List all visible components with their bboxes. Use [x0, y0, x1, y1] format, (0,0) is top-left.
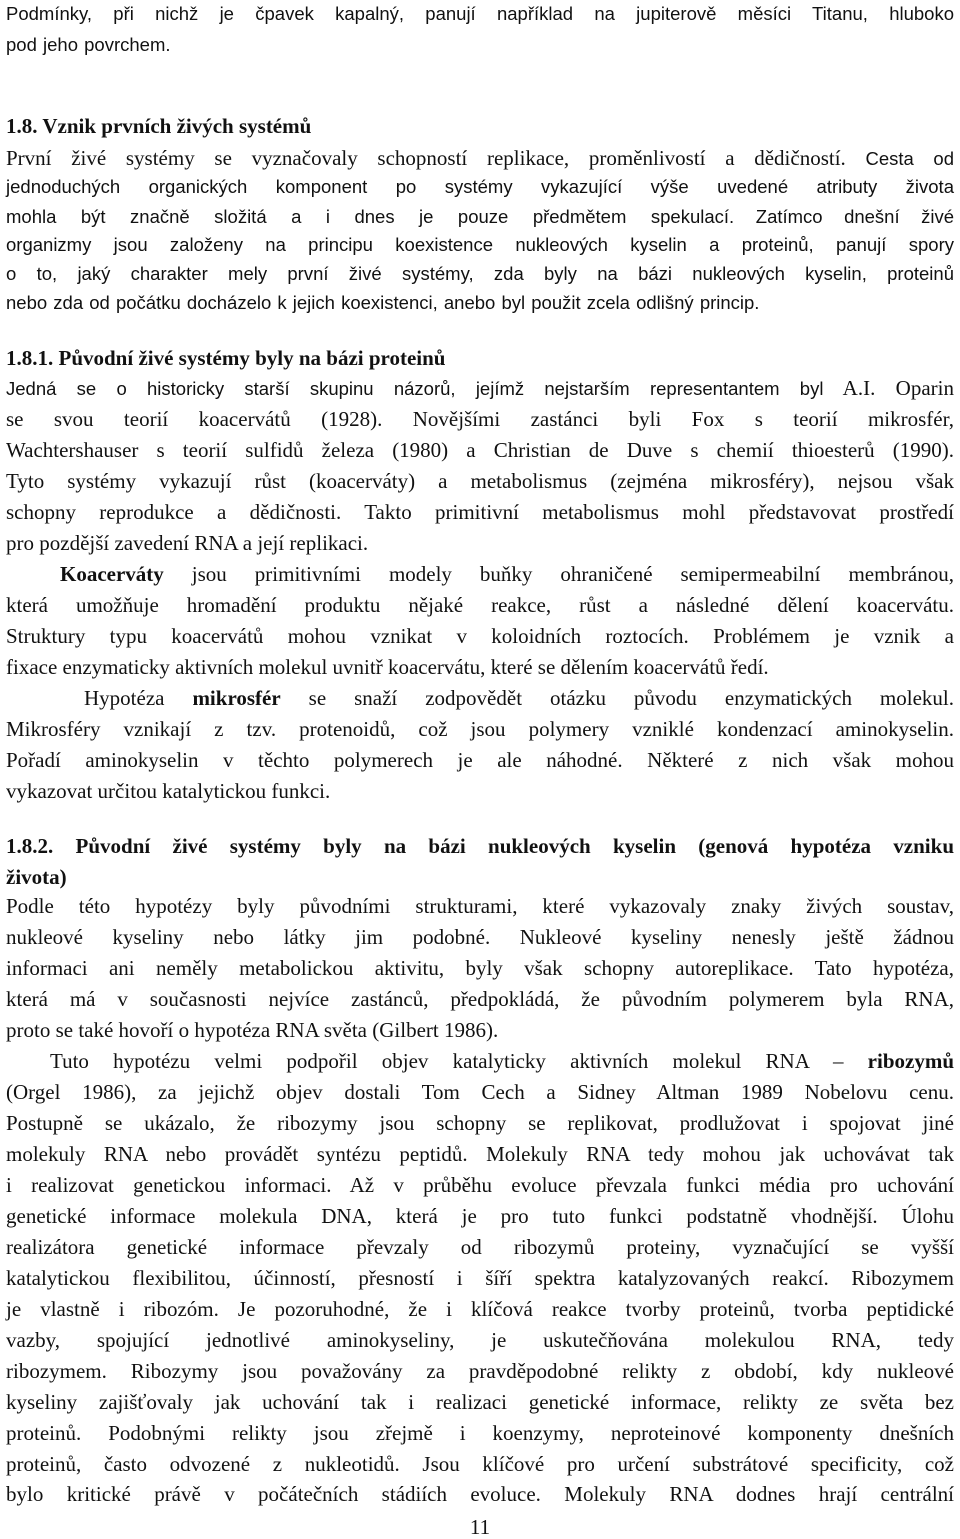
section-heading-text: 1.8. Vznik prvních živých systémů [6, 114, 312, 138]
paragraph-line: (Orgel 1986), za jejichž objev dostali Tom Cech a Sidney Altman 1989 Nobelovu cenu. [6, 1080, 954, 1104]
paragraph-line [6, 407, 954, 431]
paragraph-line: Mikrosféry vznikají z tzv. protenoidů, což jsou polymery vzniklé kondenzací aminokyselin. [6, 717, 954, 741]
paragraph-line [6, 1421, 954, 1445]
text-run: Tuto hypotézu velmi podpořil objev katalyticky aktivních molekul RNA – [50, 1049, 844, 1073]
section-heading [6, 114, 954, 138]
page-number: 11 [469, 1515, 491, 1539]
text-run: Zatímco dnešní živé [755, 206, 954, 227]
text-run: Ribozymem [851, 1266, 954, 1290]
text-run: se snaží zodpovědět otázku původu enzymatických molekul. [308, 686, 955, 710]
text-run: Podobnými relikty jsou zřejmě i koenzymy, neproteinové komponenty dnešních [108, 1421, 954, 1445]
paragraph-line [6, 1482, 954, 1506]
text-run: katalytickou flexibilitou, účinností, přesností i šíří spektra katalyzovaných reakcí. [6, 1266, 829, 1290]
paragraph-line: vazby, spojující jednotlivé aminokyseliny, je uskutečňována molekulou RNA, tedy [6, 1328, 954, 1352]
text-run: Hypotéza [84, 686, 165, 710]
paragraph-line: nebo zda od počátku docházelo k jejich koexistenci, anebo byl použit zcela odlišný princip. [6, 292, 760, 313]
term-mikrosfer: mikrosfér [192, 686, 281, 710]
text-run: Molekuly RNA dodnes hrají centrální [564, 1482, 955, 1506]
text-run: Je pozoruhodné, že i klíčová reakce tvorby proteinů, tvorba peptidické [237, 1297, 954, 1321]
paragraph-line: organizmy jsou založeny na principu koexistence nukleových kyselin a proteinů, panují spory [6, 234, 954, 255]
text-run: Pořadí aminokyselin v těchto polymerech je ale náhodné. [6, 748, 623, 772]
text-run: proteinů. [6, 1421, 82, 1445]
paragraph-line [50, 1049, 954, 1073]
text-run: proteinů, často odvozené z nukleotidů. [6, 1452, 400, 1476]
text-run: Cesta od [865, 148, 954, 169]
intro-line: Podmínky, při nichž je čpavek kapalný, panují například na jupiterově měsíci Titanu, hluboko [6, 3, 954, 24]
paragraph-line [6, 376, 954, 400]
text-run: Až v průběhu evoluce převzala funkci média pro uchování [349, 1173, 954, 1197]
paragraph-line: která umožňuje hromadění produktu nějaké reakce, růst a následné dělení koacervátu. [6, 593, 954, 617]
paragraph-line: proto se také hovoří o hypotéza RNA světa (Gilbert 1986). [6, 1018, 499, 1042]
text-run: První živé systémy se vyznačovaly schopností replikace, proměnlivostí a dědičností. [6, 146, 846, 170]
paragraph-line [60, 562, 954, 586]
paragraph-line [6, 748, 954, 772]
term-ribozymu: ribozymů [867, 1049, 954, 1073]
paragraph-line: jednoduchých organických komponent po systémy vykazující výše uvedené atributy života [6, 176, 954, 197]
paragraph-line: o to, jaký charakter mely první živé systémy, zda byly na bázi nukleových kyselin, proteinů [6, 263, 954, 284]
text-run: Některé z nich však mohou [647, 748, 955, 772]
text-run: Struktury typu koacervátů mohou vznikat v koloidních roztocích. [6, 624, 689, 648]
paragraph-line [6, 925, 954, 949]
text-run: Takto primitivní metabolismus mohl představovat prostředí [364, 500, 954, 524]
paragraph-line [6, 204, 954, 228]
text-run: informaci ani neměly metabolickou aktivitu, byly však schopny autoreplikace. [6, 956, 794, 980]
paragraph-line [6, 1297, 954, 1321]
term-koacervaty: Koacerváty [60, 562, 164, 586]
text-run: schopny reprodukce a dědičnosti. [6, 500, 342, 524]
text-run: ribozymem. [6, 1359, 107, 1383]
text-run: Ribozymy jsou považovány za pravděpodobné relikty z období, kdy nukleové [130, 1359, 955, 1383]
paragraph-line [6, 146, 954, 170]
paragraph-line [6, 1142, 954, 1166]
paragraph-line [6, 624, 954, 648]
paragraph-line [6, 1173, 954, 1197]
paragraph-line [6, 1452, 954, 1476]
text-run: je vlastně i ribozóm. [6, 1297, 219, 1321]
paragraph-line [6, 1359, 954, 1383]
paragraph-line: Tyto systémy vykazují růst (koacerváty) a metabolismus (zejména mikrosféry), nejsou však [6, 469, 954, 493]
text-run: i realizovat genetickou informaci. [6, 1173, 332, 1197]
text-run: mohla být značně složitá a i dnes je pouze předmětem spekulací. [6, 206, 735, 227]
text-run: se svou teorií koacervátů (1928). [6, 407, 383, 431]
paragraph-line: genetické informace molekula DNA, která je pro tuto funkci podstatně vhodnější. Úlohu [6, 1204, 954, 1228]
text-run: Nukleové kyseliny nenesly ještě žádnou [519, 925, 954, 949]
text-run: bylo kritické právě v počátečních stádiích evoluce. [6, 1482, 541, 1506]
paragraph-line: pro pozdější zavedení RNA a její replikaci. [6, 531, 369, 555]
intro-line: pod jeho povrchem. [6, 34, 171, 55]
paragraph-line [6, 1266, 954, 1290]
text-run: jsou primitivními modely buňky ohraničené semipermeabilní membránou, [191, 562, 955, 586]
paragraph-line: Wachtershauser s teorií sulfidů železa (1980) a Christian de Duve s chemií thioesterů (1990). [6, 438, 954, 462]
text-run: nukleové kyseliny nebo látky jim podobné. [6, 925, 491, 949]
subsection-heading-text: 1.8.2. Původní živé systémy byly na bázi nukleových kyselin (genová hypotéza vzniku [6, 834, 954, 858]
text-run: Tato hypotéza, [814, 956, 954, 980]
text-run: A.I. Oparin [842, 376, 954, 400]
paragraph-line [6, 500, 954, 524]
text-run: Jsou klíčové pro určení substrátové specificity, což [422, 1452, 954, 1476]
paragraph-line: realizátora genetické informace převzaly od ribozymů proteiny, vyznačující se vyšší [6, 1235, 954, 1259]
subsection-heading [6, 865, 954, 889]
paragraph-line: která má v současnosti nejvíce zastánců, předpokládá, že původním polymerem byla RNA, [6, 987, 954, 1011]
text-run: Novějšími zastánci byli Fox s teorií mikrosfér, [412, 407, 955, 431]
text-run: Jedná se o historicky starší skupinu názorů, jejímž nejstarším representantem byl [6, 378, 824, 399]
subsection-heading-text: 1.8.1. Původní živé systémy byly na bázi proteinů [6, 346, 446, 370]
paragraph-line [84, 686, 954, 710]
text-run: Problémem je vznik a [713, 624, 955, 648]
paragraph-line: vykazovat určitou katalytickou funkci. [6, 779, 331, 803]
subsection-heading-text: života) [6, 865, 67, 889]
paragraph-line: Podle této hypotézy byly původními strukturami, které vykazovaly znaky živých soustav, [6, 894, 954, 918]
text-run: Molekuly RNA tedy mohou jak uchovávat tak [486, 1142, 954, 1166]
paragraph-line: fixace enzymaticky aktivních molekul uvnitř koacervátu, které se dělením koacervátů ředí. [6, 655, 769, 679]
text-run: molekuly RNA nebo provádět syntézu peptidů. [6, 1142, 468, 1166]
paragraph-line [6, 956, 954, 980]
paragraph-line: Postupně se ukázalo, že ribozymy jsou schopny se replikovat, prodlužovat i spojovat jiné [6, 1111, 954, 1135]
subsection-heading [6, 834, 954, 858]
paragraph-line: kyseliny zajišťovaly jak uchování tak i realizaci genetické informace, relikty ze světa bez [6, 1390, 954, 1414]
subsection-heading [6, 346, 954, 370]
